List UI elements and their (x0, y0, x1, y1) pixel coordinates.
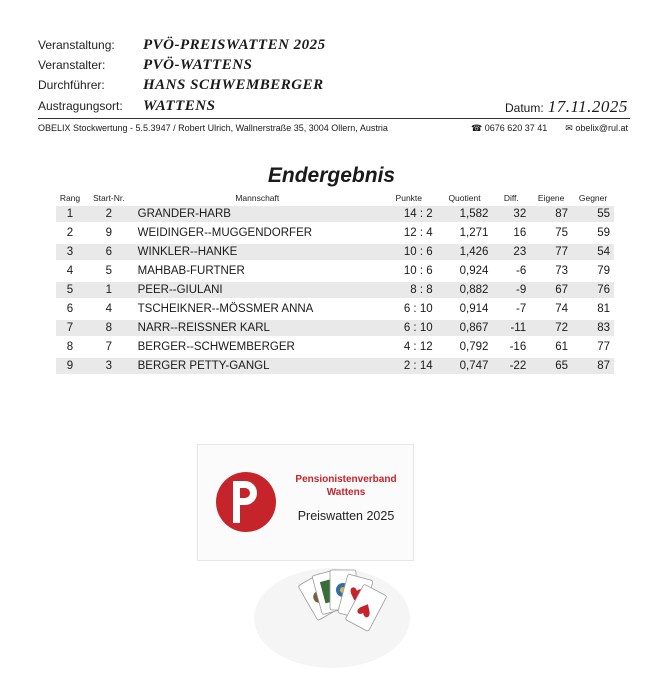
date-field (505, 97, 628, 117)
date-label: Datum: (505, 101, 544, 115)
cell-eigene: 74 (555, 303, 569, 315)
cell-diff: -6 (515, 265, 527, 277)
table-row (56, 358, 614, 374)
cell-gegner: 55 (572, 206, 614, 222)
col-eigene: Eigene (537, 193, 565, 203)
cell-gegner: 81 (597, 303, 610, 315)
cell-quotient: 0,914 (459, 303, 489, 315)
cell-team: BERGER--SCHWEMBERGER (137, 341, 295, 353)
cell-punkte: 12 : 4 (403, 227, 433, 239)
cell-eigene: 75 (555, 227, 569, 239)
cell-quotient: 0,882 (437, 282, 493, 298)
header-value: HANS SCHWEMBERGER (143, 77, 324, 93)
cell-diff: 32 (492, 206, 530, 222)
table-row (56, 282, 614, 298)
cell-team: NARR--REISSNER KARL (134, 320, 381, 336)
table-row (56, 244, 614, 260)
playing-cards-icon (252, 556, 412, 668)
header-value: PVÖ-WATTENS (143, 57, 253, 73)
header-row-veranstaltung (38, 37, 326, 54)
cell-start: 7 (105, 341, 112, 353)
email-contact (565, 123, 628, 134)
cell-start: 5 (105, 265, 112, 277)
table-row (56, 263, 614, 279)
cell-quotient: 1,271 (459, 227, 489, 239)
cell-punkte: 4 : 12 (403, 341, 433, 353)
col-start: Start-Nr. (92, 193, 125, 203)
cell-quotient: 0,867 (437, 320, 493, 336)
organization-name-line2: Wattens (326, 487, 366, 498)
header-value: PVÖ-PREISWATTEN 2025 (143, 37, 326, 53)
cell-start: 4 (105, 303, 112, 315)
cell-eigene: 61 (555, 341, 569, 353)
cell-gegner: 87 (572, 358, 614, 374)
page-title: Endergebnis (267, 164, 396, 187)
header-row-austragungsort (38, 98, 215, 115)
cell-team: TSCHEIKNER--MÖSSMER ANNA (137, 303, 314, 315)
p-letter-icon (233, 481, 257, 523)
col-quotient: Quotient (448, 193, 481, 203)
phone-icon: ☎ (470, 123, 483, 133)
cell-rang: 4 (66, 265, 74, 277)
cell-team: WEIDINGER--MUGGENDORFER (137, 227, 313, 239)
cell-punkte: 14 : 2 (381, 206, 437, 222)
col-rang: Rang (59, 193, 81, 203)
cell-gegner: 54 (572, 244, 614, 260)
cell-eigene: 67 (530, 282, 572, 298)
cell-punkte: 10 : 6 (381, 244, 437, 260)
cell-gegner: 83 (572, 320, 614, 336)
email-address: obelix@rul.at (575, 123, 628, 133)
cell-rang: 5 (56, 282, 84, 298)
cell-team: BERGER PETTY-GANGL (134, 358, 381, 374)
cell-diff: -22 (492, 358, 530, 374)
cell-start: 9 (105, 227, 112, 239)
cell-quotient: 1,426 (437, 244, 493, 260)
table-row (56, 301, 614, 317)
cell-rang: 7 (56, 320, 84, 336)
cell-punkte: 8 : 8 (381, 282, 437, 298)
cell-diff: 23 (492, 244, 530, 260)
table-header-row (56, 193, 614, 203)
cell-gegner: 77 (597, 341, 610, 353)
phone-number: 0676 620 37 41 (484, 123, 548, 133)
cell-quotient: 1,582 (437, 206, 493, 222)
cell-punkte: 10 : 6 (403, 265, 433, 277)
cell-punkte: 2 : 14 (381, 358, 437, 374)
cell-team: WINKLER--HANKE (134, 244, 381, 260)
date-value: 17.11.2025 (547, 97, 628, 116)
cell-team: GRANDER-HARB (134, 206, 381, 222)
header-row-veranstalter (38, 57, 252, 74)
results-table (56, 190, 614, 377)
cell-rang: 9 (56, 358, 84, 374)
cell-gegner: 76 (572, 282, 614, 298)
header-value: WATTENS (143, 98, 216, 114)
organization-name-line1: Pensionistenverband (295, 474, 397, 485)
cell-quotient: 0,792 (459, 341, 489, 353)
cell-eigene: 72 (530, 320, 572, 336)
cell-rang: 8 (66, 341, 74, 353)
cell-diff: 16 (513, 227, 527, 239)
cell-diff: -7 (515, 303, 527, 315)
header-label: Durchführer: (38, 78, 105, 92)
event-name: Preiswatten 2025 (297, 509, 395, 523)
cell-start: 8 (84, 320, 134, 336)
cell-eigene: 87 (530, 206, 572, 222)
cell-punkte: 6 : 10 (403, 303, 433, 315)
cell-gegner: 79 (597, 265, 610, 277)
header-label: Veranstalter: (38, 58, 106, 72)
cell-eigene: 73 (555, 265, 569, 277)
cell-rang: 3 (56, 244, 84, 260)
table-row (56, 339, 614, 355)
col-punkte: Punkte (395, 193, 423, 203)
cell-punkte: 6 : 10 (381, 320, 437, 336)
cell-rang: 2 (66, 227, 74, 239)
organization-logo-card (197, 444, 414, 561)
col-diff: Diff. (503, 193, 519, 203)
col-team: Mannschaft (235, 193, 280, 203)
cell-diff: -16 (509, 341, 527, 353)
table-row (56, 320, 614, 336)
header-divider (38, 118, 630, 119)
cell-quotient: 0,747 (437, 358, 493, 374)
software-footer (38, 123, 628, 134)
software-info: OBELIX Stockwertung - 5.5.3947 / Robert Ulrich, Wallnerstraße 35, 3004 Ollern, Austria (38, 123, 388, 133)
cell-start: 6 (84, 244, 134, 260)
table-row (56, 206, 614, 222)
phone-contact (471, 123, 547, 134)
cell-team: MAHBAB-FURTNER (137, 265, 245, 277)
cell-gegner: 59 (597, 227, 610, 239)
cell-quotient: 0,924 (459, 265, 489, 277)
header-row-durchfuehrer (38, 77, 324, 94)
cell-start: 3 (84, 358, 134, 374)
cell-eigene: 65 (530, 358, 572, 374)
cell-diff: -11 (492, 320, 530, 336)
header-label: Austragungsort: (38, 99, 123, 113)
cell-team: PEER--GIULANI (134, 282, 381, 298)
cell-rang: 1 (56, 206, 84, 222)
email-icon: ✉ (565, 123, 573, 133)
cell-diff: -9 (492, 282, 530, 298)
table-row (56, 225, 614, 241)
col-gegner: Gegner (578, 193, 608, 203)
cell-start: 1 (84, 282, 134, 298)
cell-start: 2 (84, 206, 134, 222)
header-label: Veranstaltung: (38, 38, 115, 52)
organization-name (286, 473, 406, 499)
cell-rang: 6 (66, 303, 74, 315)
cell-eigene: 77 (530, 244, 572, 260)
